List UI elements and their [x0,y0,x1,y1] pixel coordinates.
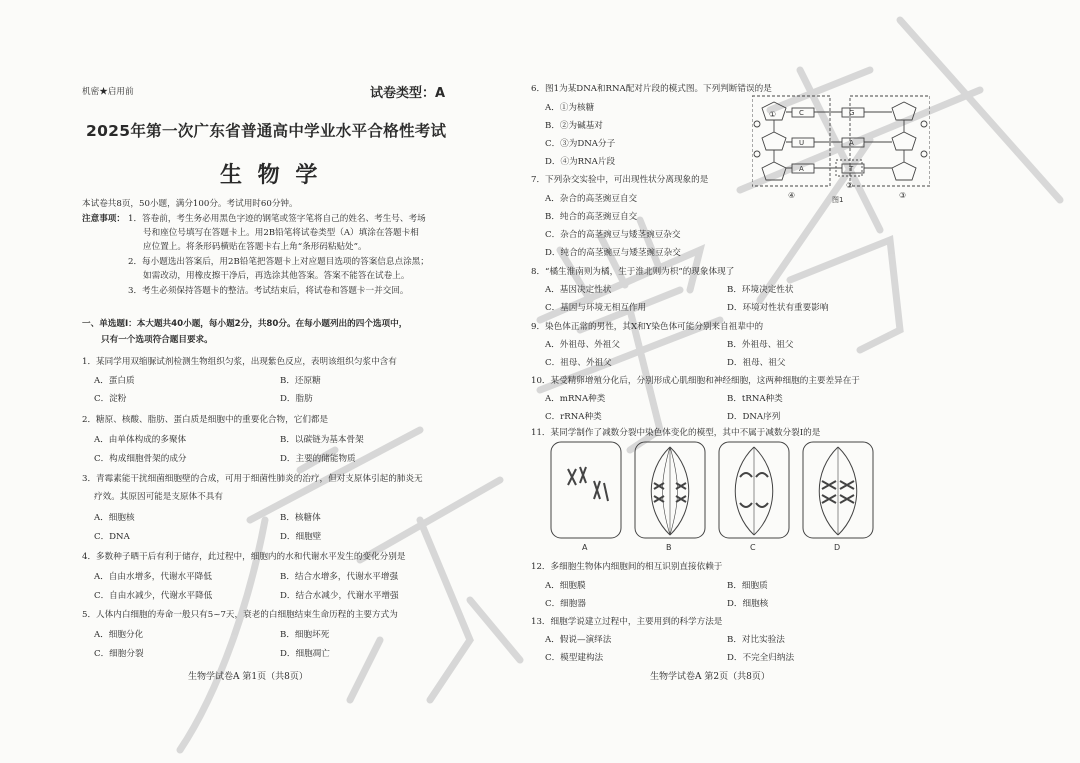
note-line: 1．答卷前，考生务必用黑色字迹的钢笔或签字笔将自己的姓名、考生号、考场 [128,214,426,224]
model-label-a: A [582,543,588,552]
option-13b: B．对比实验法 [727,635,785,645]
option-2b: B．以碳链为基本骨架 [280,435,364,445]
question-4: 4．多数种子晒干后有利于储存，此过程中，细胞内的水和代谢水平发生的变化分别是 [82,552,406,562]
question-5: 5．人体内白细胞的寿命一般只有5~7天，衰老的白细胞结束生命历程的主要方式为 [82,610,398,620]
option-6c: C．③为DNA分子 [545,139,616,149]
option-8b: B．环境决定性状 [727,285,794,295]
fig1-label: ① [769,110,777,119]
option-8c: C．基因与环境无相互作用 [545,303,647,313]
note-line: 应位置上。将条形码横贴在答题卡右上角“条形码粘贴处”。 [143,242,367,252]
option-6b: B．②为碱基对 [545,121,603,131]
option-3c: C．DNA [94,532,130,542]
option-5d: D．细胞凋亡 [280,649,330,659]
question-13: 13．细胞学说建立过程中，主要用到的科学方法是 [531,617,723,627]
fig1-base: G [849,109,855,117]
notes-label: 注意事项： [82,214,125,224]
option-8a: A．基因决定性状 [545,285,612,295]
fig1-base: A [849,139,854,147]
note-line: 3．考生必须保持答题卡的整洁。考试结束后，将试卷和答题卡一并交回。 [128,286,409,296]
section-title-cont: 只有一个选项符合题目要求。 [101,335,213,345]
option-9a: A．外祖母、外祖父 [545,340,620,350]
question-8: 8．“橘生淮南则为橘，生于淮北则为枳”的现象体现了 [531,267,735,277]
confidential-label: 机密★启用前 [82,87,134,97]
option-7b: B．纯合的高茎豌豆自交 [545,212,638,222]
option-4b: B．结合水增多，代谢水平增强 [280,572,399,582]
option-6d: D．④为RNA片段 [545,157,616,167]
option-12c: C．细胞器 [545,599,586,609]
question-11: 11．某同学制作了减数分裂中染色体变化的模型，其中不属于减数分裂Ⅰ的是 [531,428,821,438]
question-7: 7．下列杂交实验中，可出现性状分离现象的是 [531,175,709,185]
fig1-base: U [799,139,805,147]
subject-title: 生 物 学 [220,163,322,188]
fig1-caption: 图1 [832,196,844,204]
page-footer: 生物学试卷A 第2页（共8页） [650,672,770,682]
fig1-label: ③ [899,191,907,200]
option-13d: D．不完全归纳法 [727,653,795,663]
option-12b: B．细胞质 [727,581,768,591]
option-4c: C．自由水减少，代谢水平降低 [94,591,213,601]
exam-title: 2025年第一次广东省普通高中学业水平合格性考试 [86,122,447,140]
section-title: 一、单选题Ⅰ：本大题共40小题，每小题2分，共80分。在每小题列出的四个选项中， [82,319,408,329]
option-3b: B．核糖体 [280,513,321,523]
option-7a: A．杂合的高茎豌豆自交 [545,194,638,204]
page-2 [531,0,1080,763]
note-line: 号和座位号填写在答题卡上。用2B铅笔将试卷类型（A）填涂在答题卡相 [143,228,419,238]
figure-1-dna-rna-diagram [752,94,930,206]
option-10c: C．rRNA种类 [545,412,602,422]
option-4d: D．结合水减少，代谢水平增强 [280,591,399,601]
fig1-label: ④ [788,191,796,200]
option-2d: D．主要的储能物质 [280,454,356,464]
option-13a: A．假说—演绎法 [545,635,612,645]
model-label-c: C [750,543,756,552]
option-12d: D．细胞核 [727,599,769,609]
option-10b: B．tRNA种类 [727,394,783,404]
option-4a: A．自由水增多，代谢水平降低 [94,572,212,582]
question-2: 2．糖原、核酸、脂肪、蛋白质是细胞中的重要化合物，它们都是 [82,415,329,425]
question-3-cont: 疗效。其原因可能是支原体不具有 [94,492,223,502]
option-1d: D．脂肪 [280,394,313,404]
option-3d: D．细胞壁 [280,532,322,542]
option-1a: A．蛋白质 [94,376,135,386]
option-12a: A．细胞膜 [545,581,586,591]
intro-text: 本试卷共8页，50小题，满分100分。考试用时60分钟。 [82,199,298,209]
option-1c: C．淀粉 [94,394,127,404]
paper-type: 试卷类型：A [370,86,446,101]
option-10d: D．DNA序列 [727,412,781,422]
fig1-base: C [799,109,804,117]
fig1-label: ② [846,181,854,190]
option-2c: C．构成细胞骨架的成分 [94,454,187,464]
option-9b: B．外祖母、祖父 [727,340,794,350]
question-9: 9．染色体正常的男性，其X和Y染色体可能分别来自祖辈中的 [531,322,764,332]
meiosis-models-figure [550,441,880,553]
option-7d: D．纯合的高茎豌豆与矮茎豌豆杂交 [545,248,681,258]
option-7c: C．杂合的高茎豌豆与矮茎豌豆杂交 [545,230,681,240]
question-12: 12．多细胞生物体内细胞间的相互识别直接依赖于 [531,562,723,572]
question-1: 1．某同学用双缩脲试剂检测生物组织匀浆，出现紫色反应，表明该组织匀浆中含有 [82,357,397,367]
option-2a: A．由单体构成的多聚体 [94,435,187,445]
note-line: 2．每小题选出答案后，用2B铅笔把答题卡上对应题目选项的答案信息点涂黑； [128,257,429,267]
page-footer: 生物学试卷A 第1页（共8页） [188,672,308,682]
option-9d: D．祖母、祖父 [727,358,786,368]
note-line: 如需改动，用橡皮擦干净后，再选涂其他答案。答案不能答在试卷上。 [143,271,410,281]
option-9c: C．祖母、外祖父 [545,358,612,368]
fig1-base: A [799,165,804,173]
option-10a: A．mRNA种类 [545,394,606,404]
option-5a: A．细胞分化 [94,630,144,640]
question-3: 3．青霉素能干扰细菌细胞壁的合成，可用于细菌性肺炎的治疗，但对支原体引起的肺炎无 [82,474,423,484]
model-label-b: B [666,543,672,552]
option-1b: B．还原糖 [280,376,321,386]
question-10: 10．某受精卵增殖分化后，分别形成心肌细胞和神经细胞，这两种细胞的主要差异在于 [531,376,860,386]
option-13c: C．模型建构法 [545,653,604,663]
fig1-base: T [849,165,854,173]
model-label-d: D [834,543,841,552]
option-3a: A．细胞核 [94,513,135,523]
option-8d: D．环境对性状有重要影响 [727,303,829,313]
option-5b: B．细胞坏死 [280,630,330,640]
option-5c: C．细胞分裂 [94,649,144,659]
question-6: 6．图1为某DNA和RNA配对片段的模式图。下列判断错误的是 [531,84,772,94]
option-6a: A．①为核糖 [545,103,595,113]
